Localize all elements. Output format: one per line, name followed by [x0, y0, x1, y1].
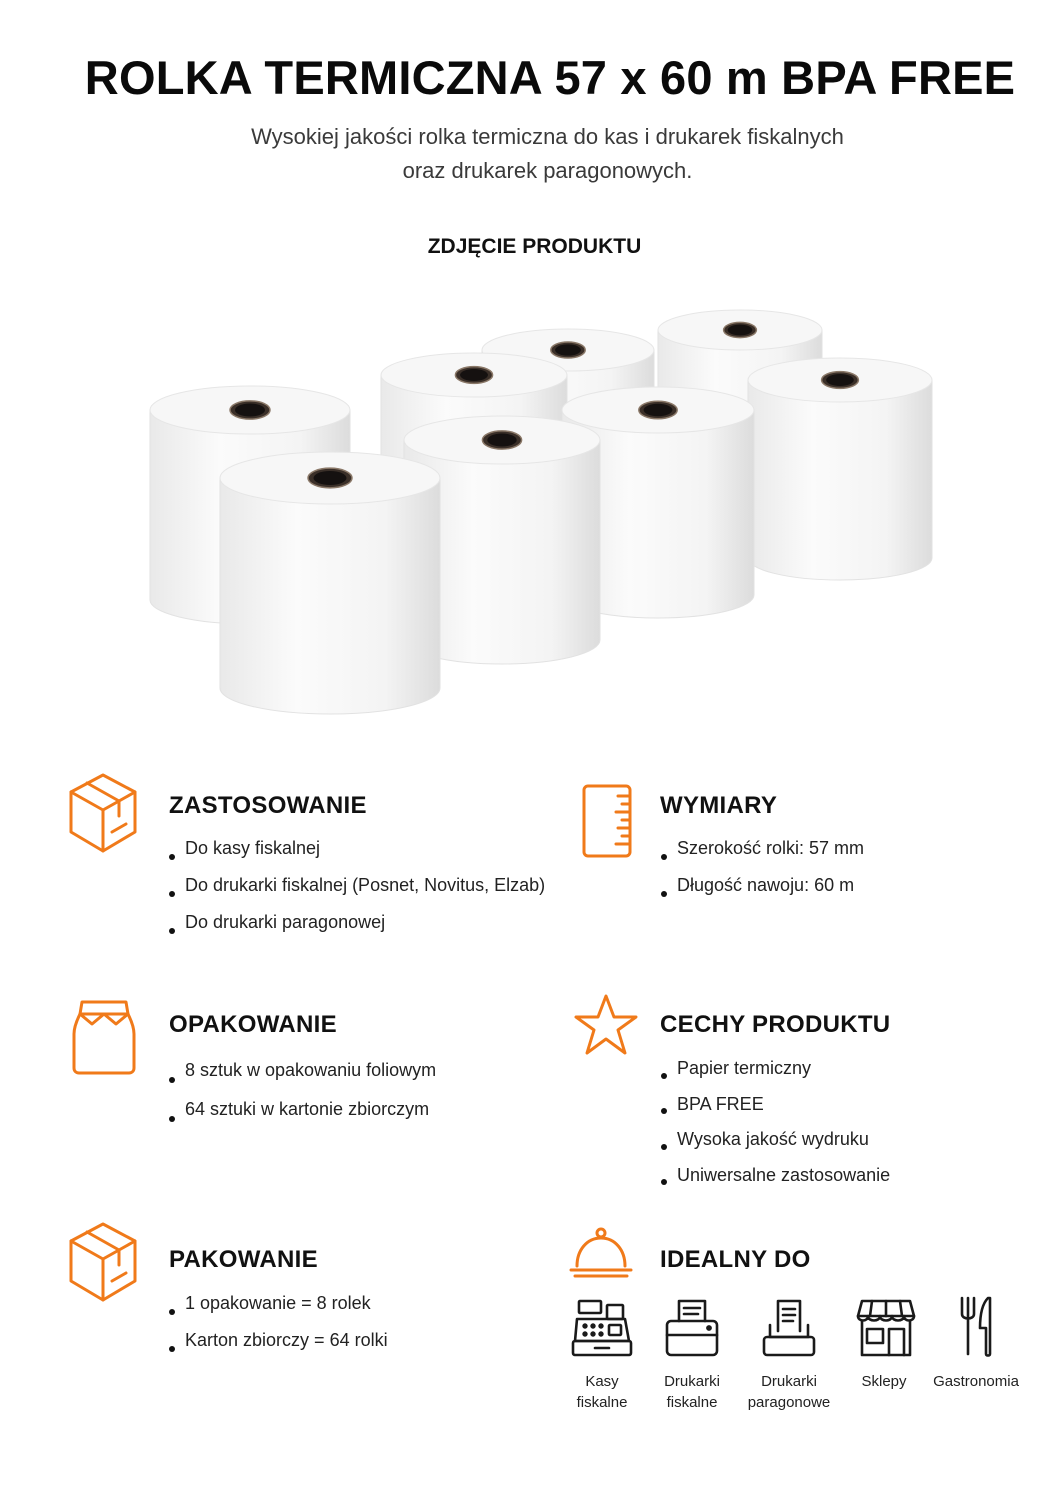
- list-item: BPA FREE: [660, 1094, 890, 1130]
- paper-roll: [220, 452, 440, 714]
- list-item: Uniwersalne zastosowanie: [660, 1165, 890, 1201]
- use-case-label: Gastronomia: [933, 1373, 1019, 1390]
- list-item: Karton zbiorczy = 64 rolki: [168, 1330, 388, 1367]
- section-title-zastosowanie: ZASTOSOWANIE: [169, 792, 367, 819]
- list-item: Szerokość rolki: 57 mm: [660, 838, 864, 875]
- section-title-cechy: CECHY PRODUKTU: [660, 1011, 891, 1038]
- list-item: Do drukarki fiskalnej (Posnet, Novitus, Elzab): [168, 875, 545, 912]
- star-icon: [574, 993, 638, 1057]
- list-zastosowanie: [168, 838, 545, 949]
- use-case-label: Drukarki fiskalne: [664, 1373, 720, 1411]
- list-pakowanie: [168, 1293, 388, 1367]
- paper-roll: [748, 358, 932, 580]
- cloche-icon: [569, 1226, 633, 1280]
- fiscal-printer-icon: [665, 1297, 719, 1359]
- list-wymiary: [660, 838, 864, 912]
- section-title-wymiary: WYMIARY: [660, 792, 778, 819]
- cash-register-icon: [571, 1297, 633, 1359]
- use-case-label: Sklepy: [861, 1373, 907, 1390]
- list-cechy: [660, 1058, 890, 1200]
- ruler-icon: [582, 784, 632, 858]
- list-item: Wysoka jakość wydruku: [660, 1129, 890, 1165]
- subtitle-line-2: oraz drukarek paragonowych.: [402, 158, 693, 183]
- section-title-idealny-do: IDEALNY DO: [660, 1246, 811, 1273]
- list-item: Papier termiczny: [660, 1058, 890, 1094]
- receipt-printer-icon: [762, 1297, 816, 1359]
- shop-icon: [856, 1298, 916, 1358]
- list-opakowanie: [168, 1060, 436, 1138]
- use-case-label: Drukarki paragonowe: [747, 1373, 831, 1411]
- bag-icon: [72, 998, 136, 1076]
- box-icon: [68, 772, 138, 854]
- section-title-pakowanie: PAKOWANIE: [169, 1246, 318, 1273]
- subtitle-line-1: Wysokiej jakości rolka termiczna do kas i drukarek fiskalnych: [251, 124, 844, 149]
- list-item: Długość nawoju: 60 m: [660, 875, 864, 912]
- section-title-opakowanie: OPAKOWANIE: [169, 1011, 337, 1038]
- cutlery-icon: [958, 1296, 996, 1358]
- box-icon: [68, 1221, 138, 1303]
- list-item: Do drukarki paragonowej: [168, 912, 545, 949]
- list-item: 1 opakowanie = 8 rolek: [168, 1293, 388, 1330]
- page-title: ROLKA TERMICZNA 57 x 60 m BPA FREE: [84, 51, 1016, 104]
- use-case-label: Kasy fiskalne: [576, 1373, 628, 1411]
- product-photo: [140, 295, 940, 715]
- list-item: 8 sztuk w opakowaniu foliowym: [168, 1060, 436, 1099]
- list-item: Do kasy fiskalnej: [168, 838, 545, 875]
- photo-label: ZDJĘCIE PRODUKTU: [427, 235, 642, 258]
- page-subtitle: [0, 120, 1055, 188]
- list-item: 64 sztuki w kartonie zbiorczym: [168, 1099, 436, 1138]
